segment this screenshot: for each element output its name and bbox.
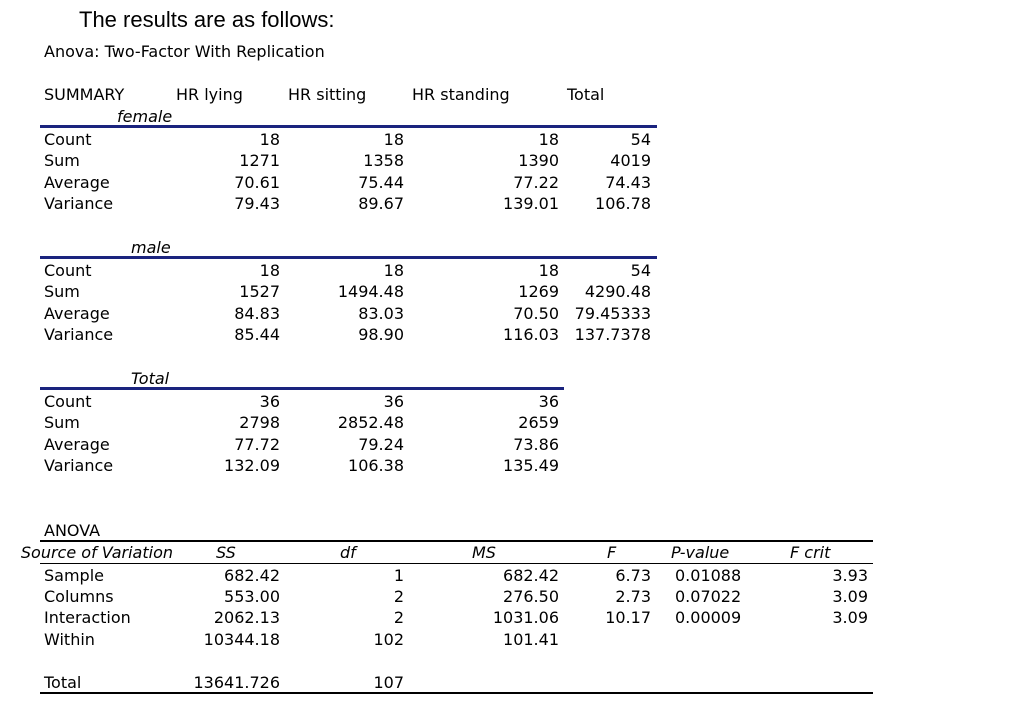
cell: 106.78 (595, 194, 651, 213)
anova-cell-ss: 553.00 (224, 587, 280, 606)
anova-cell-ss: 682.42 (224, 566, 280, 585)
group-divider (40, 125, 657, 128)
row-label: Variance (44, 456, 114, 475)
group-divider (40, 256, 657, 259)
cell: 36 (538, 392, 559, 411)
cell: 98.90 (358, 325, 404, 344)
anova-top-rule (40, 540, 873, 542)
anova-row-source: Columns (44, 587, 114, 606)
anova-cell-ms: 101.41 (503, 630, 559, 649)
cell: 79.24 (358, 435, 404, 454)
summary-label: SUMMARY (44, 85, 125, 104)
cell: 77.72 (234, 435, 280, 454)
cell: 74.43 (605, 173, 651, 192)
anova-row-source: Sample (44, 566, 104, 585)
row-label: Variance (44, 325, 114, 344)
cell: 132.09 (224, 456, 280, 475)
cell: 106.38 (348, 456, 404, 475)
anova-header-df: df (340, 543, 356, 562)
row-label: Sum (44, 282, 80, 301)
group-label: male (131, 238, 171, 257)
cell: 79.45333 (574, 304, 651, 323)
cell: 18 (383, 130, 404, 149)
anova-header-p-value: P-value (671, 543, 730, 562)
cell: 89.67 (358, 194, 404, 213)
anova-header-f-crit: F crit (790, 543, 831, 562)
cell: 18 (538, 130, 559, 149)
anova-cell-f: 2.73 (615, 587, 651, 606)
anova-bottom-rule (40, 692, 873, 694)
anova-header-rule (40, 563, 873, 564)
anova-cell-ms: 1031.06 (492, 608, 559, 627)
group-divider (40, 387, 564, 390)
cell: 18 (538, 261, 559, 280)
anova-cell-df: 102 (373, 630, 404, 649)
cell: 4019 (610, 151, 651, 170)
cell: 75.44 (358, 173, 404, 192)
row-label: Count (44, 130, 92, 149)
cell: 18 (383, 261, 404, 280)
cell: 85.44 (234, 325, 280, 344)
col-header-hr-standing: HR standing (412, 85, 510, 104)
row-label: Sum (44, 151, 80, 170)
cell: 79.43 (234, 194, 280, 213)
cell: 70.61 (234, 173, 280, 192)
group-label: Total (131, 369, 170, 388)
cell: 1527 (239, 282, 280, 301)
anova-row-source: Within (44, 630, 95, 649)
cell: 18 (259, 261, 280, 280)
cell: 135.49 (503, 456, 559, 475)
anova-header-ms: MS (472, 543, 496, 562)
cell: 54 (630, 261, 651, 280)
anova-cell-p: 0.07022 (675, 587, 742, 606)
intro-text: The results are as follows: (79, 7, 335, 32)
row-label: Average (44, 304, 110, 323)
anova-total-ss: 13641.726 (193, 673, 280, 692)
anova-header-f: F (607, 543, 617, 562)
anova-total-df: 107 (373, 673, 404, 692)
cell: 2852.48 (337, 413, 404, 432)
row-label: Average (44, 435, 110, 454)
anova-title: Anova: Two-Factor With Replication (44, 42, 325, 61)
anova-total-source: Total (44, 673, 82, 692)
cell: 1269 (518, 282, 559, 301)
cell: 36 (259, 392, 280, 411)
anova-cell-df: 2 (393, 608, 404, 627)
anova-header-ss: SS (216, 543, 236, 562)
anova-cell-df: 2 (393, 587, 404, 606)
anova-cell-fcrit: 3.09 (832, 608, 868, 627)
group-label: female (117, 107, 173, 126)
anova-cell-ms: 682.42 (503, 566, 559, 585)
col-header-total: Total (567, 85, 605, 104)
cell: 83.03 (358, 304, 404, 323)
cell: 139.01 (503, 194, 559, 213)
cell: 1494.48 (337, 282, 404, 301)
cell: 1358 (363, 151, 404, 170)
anova-cell-f: 6.73 (615, 566, 651, 585)
cell: 18 (259, 130, 280, 149)
cell: 1271 (239, 151, 280, 170)
anova-cell-fcrit: 3.93 (832, 566, 868, 585)
cell: 116.03 (503, 325, 559, 344)
cell: 2659 (518, 413, 559, 432)
cell: 77.22 (513, 173, 559, 192)
anova-row-source: Interaction (44, 608, 131, 627)
row-label: Count (44, 261, 92, 280)
cell: 70.50 (513, 304, 559, 323)
anova-cell-ss: 2062.13 (213, 608, 280, 627)
anova-header-source: Source of Variation (20, 543, 173, 562)
row-label: Average (44, 173, 110, 192)
anova-cell-p: 0.00009 (675, 608, 742, 627)
anova-label: ANOVA (44, 521, 101, 540)
cell: 73.86 (513, 435, 559, 454)
cell: 4290.48 (584, 282, 651, 301)
anova-cell-p: 0.01088 (675, 566, 742, 585)
anova-cell-ss: 10344.18 (203, 630, 280, 649)
cell: 137.7378 (574, 325, 651, 344)
row-label: Variance (44, 194, 114, 213)
col-header-hr-lying: HR lying (176, 85, 243, 104)
col-header-hr-sitting: HR sitting (288, 85, 367, 104)
row-label: Sum (44, 413, 80, 432)
anova-cell-df: 1 (393, 566, 404, 585)
row-label: Count (44, 392, 92, 411)
anova-cell-fcrit: 3.09 (832, 587, 868, 606)
cell: 84.83 (234, 304, 280, 323)
cell: 36 (383, 392, 404, 411)
cell: 2798 (239, 413, 280, 432)
cell: 1390 (518, 151, 559, 170)
anova-cell-ms: 276.50 (503, 587, 559, 606)
cell: 54 (630, 130, 651, 149)
anova-cell-f: 10.17 (605, 608, 651, 627)
